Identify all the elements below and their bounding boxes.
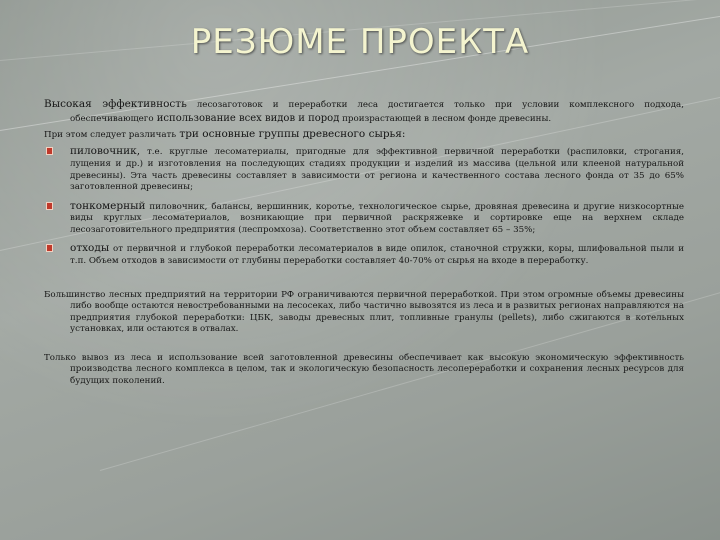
bullet-lead: тонкомерный [70,199,146,212]
bullet-lead: пиловочник, [70,145,141,158]
groups-intro [44,128,684,142]
intro-emphasis: использование всех видов и пород [153,112,340,124]
bullet-text: т.е. круглые лесоматериалы, пригодные для эффективной первичной переработки (распиловки, строгания, лущения и др.) и изготовления на последующих стадиях продукции и изделий из массива (цельной или клееной натуральной древесины). Эта часть древесины составляет в зависимости от региона и качественного состава лесного фонда от 35 до 65% заготовленной древесины; [70,147,684,193]
intro-tail: произрастающей в лесном фонде древесины. [339,113,552,124]
bullet-text: от первичной и глубокой переработки лесоматериалов в виде опилок, станочной стружки, коры, шлифовальной пыли и т.п. Объем отходов в зависимости от глубины переработки составляет 40-70% от сырья на входе в переработку. [70,244,684,267]
bullet-item-thin-logs [44,200,684,237]
square-bullet-icon [46,244,53,252]
groups-prefix: При этом следует различать [44,130,177,141]
bullet-lead: отходы [70,242,110,255]
bullet-text: пиловочник, балансы, вершинник, коротье, технологическое сырье, дровяная древесина и другие низкосортные виды круглых лесоматериалов, возникающие при первичной раскряжевке и сортировке еще на верхнем складе лесозаготовительного предприятия (леспромхоза). Соответственно этот объем составляет 65 – 35%; [70,201,684,235]
bullet-item-sawlogs [44,145,684,193]
bullet-item-waste [44,242,684,267]
spacer [44,274,684,290]
paragraph-enterprises: Большинство лесных предприятий на территории РФ ограничиваются первичной переработкой. При этом огромные объемы древесины либо вообще остаются невостребованными на лесосеках, либо частично вывозятся из леса и в развитых регионах направляются на предприятия глубокой переработки: ЦБК, заводы древесных плит, топливные гранулы (pellets), либо сжигаются в котельных установках, или остаются в отвалах. [44,289,684,335]
spacer [44,339,684,353]
intro-lead: Высокая эффективность [44,98,187,110]
square-bullet-icon [46,147,53,155]
square-bullet-icon [46,202,53,210]
paragraph-conclusion: Только вывоз из леса и использование всей заготовленной древесины обеспечивает как высокую экономическую эффективность производства лесного комплекса в целом, так и экологическую безопасность лесопереработки и сохранения лесных ресурсов для будущих поколений. [44,352,684,386]
intro-paragraph [44,98,684,125]
slide-body [44,98,684,390]
slide-title: РЕЗЮМЕ ПРОЕКТА [190,22,530,62]
intro-text: лесозаготовок и переработки леса достигается только при условии комплексного подхода, обеспечивающего [70,100,684,124]
groups-emphasis: три основные группы древесного сырья: [176,128,406,141]
